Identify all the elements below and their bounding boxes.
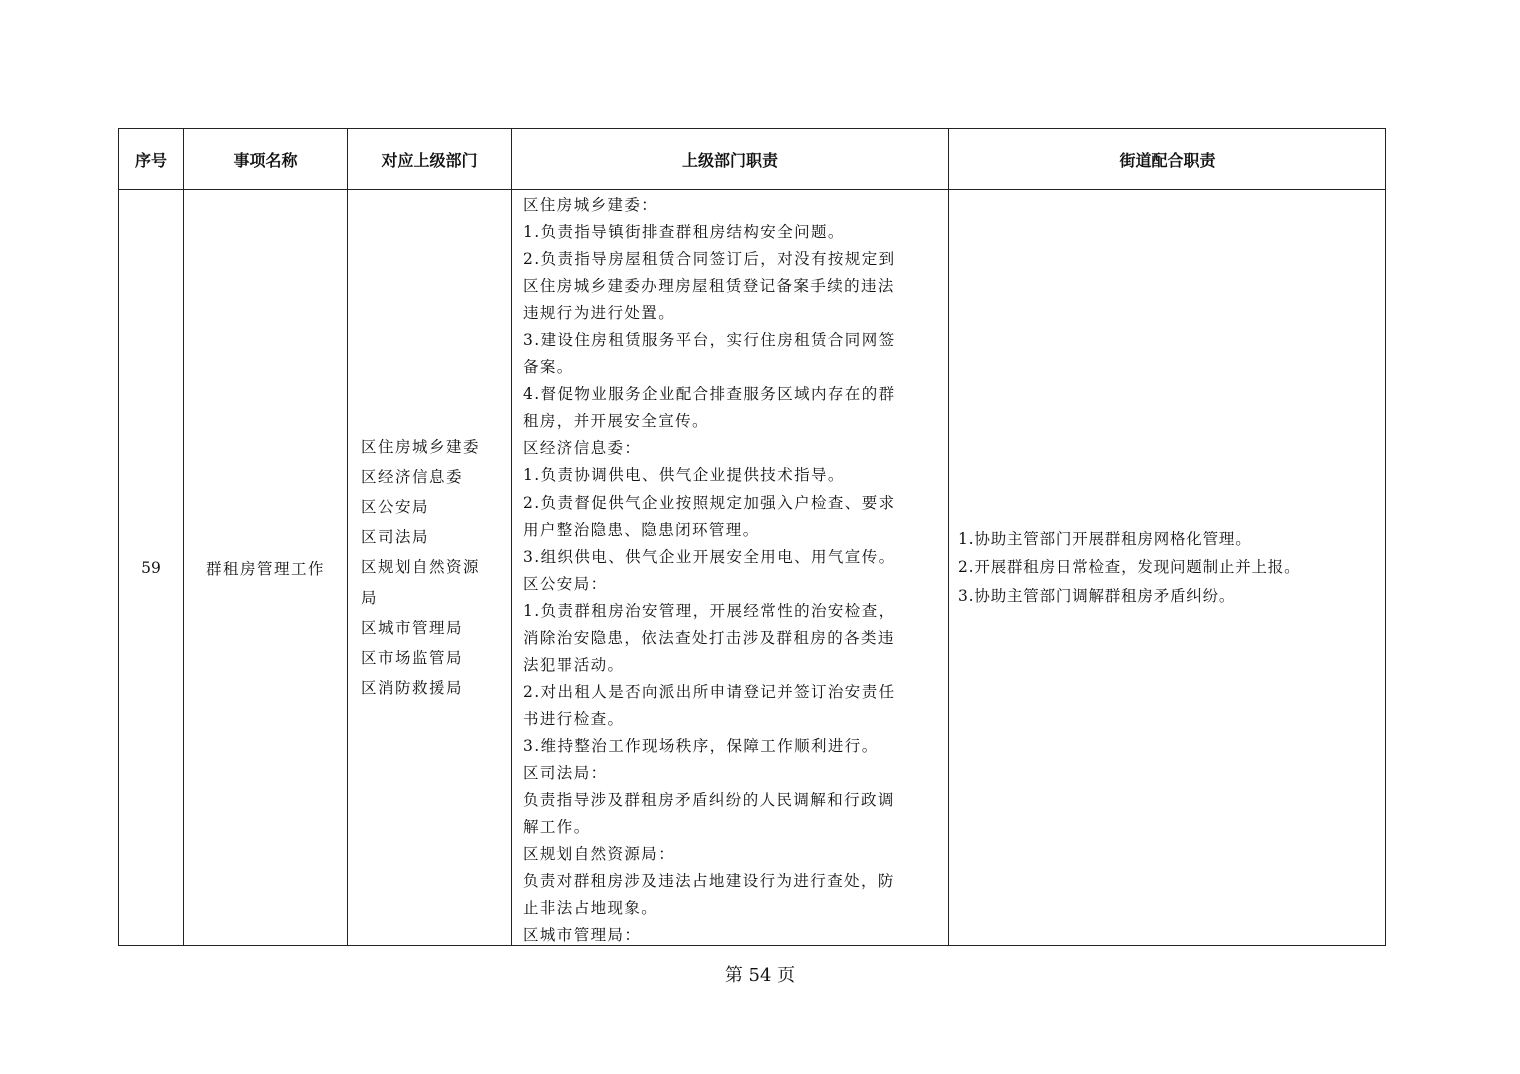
street-duty-line: 3.协助主管部门调解群租房矛盾纠纷。 xyxy=(958,586,1236,605)
page-number: 第 54 页 xyxy=(724,965,796,986)
duty-line: 2.负责督促供气企业按照规定加强入户检查、要求 xyxy=(523,493,896,512)
duty-line: 负责对群租房涉及违法占地建设行为进行查处，防 xyxy=(523,872,895,891)
department-line: 区经济信息委 xyxy=(361,467,464,486)
duty-line: 负责指导涉及群租房矛盾纠纷的人民调解和行政调 xyxy=(523,791,895,810)
departments-list xyxy=(361,432,480,704)
street-duties-cell xyxy=(949,190,1386,945)
department-line: 区市场监管局 xyxy=(361,649,464,667)
superior-duties-text xyxy=(523,192,948,945)
duty-line: 区住房城乡建委： xyxy=(523,196,659,214)
duty-line: 2.对出租人是否向派出所申请登记并签订治安责任 xyxy=(523,682,896,701)
department-line: 区公安局 xyxy=(361,497,430,516)
duty-line: 2.负责指导房屋租赁合同签订后，对没有按规定到 xyxy=(523,250,896,269)
header-item-name: 事项名称 xyxy=(233,150,298,170)
duty-line: 1.负责协调供电、供气企业提供技术指导。 xyxy=(523,466,845,485)
header-number: 序号 xyxy=(134,150,167,170)
duty-line: 1.负责指导镇街排查群租房结构安全问题。 xyxy=(523,223,845,242)
department-line: 局 xyxy=(361,588,379,607)
superior-duties-cell xyxy=(512,190,948,945)
duty-line: 区规划自然资源局： xyxy=(523,845,676,864)
street-duties-text xyxy=(958,525,1300,611)
departments-cell xyxy=(348,190,511,945)
duty-line: 止非法占地现象。 xyxy=(523,899,659,918)
department-line: 区司法局 xyxy=(361,528,430,547)
duty-line: 法犯罪活动。 xyxy=(523,655,625,674)
item-name-cell xyxy=(184,190,347,945)
duty-line: 区司法局： xyxy=(523,763,608,782)
row-number: 59 xyxy=(141,558,161,577)
duty-line: 4.督促物业服务企业配合排查服务区域内存在的群 xyxy=(523,385,896,404)
department-line: 区城市管理局 xyxy=(361,618,464,637)
duty-line: 备案。 xyxy=(523,358,574,377)
duty-line: 区城市管理局： xyxy=(523,926,642,945)
department-line: 区消防救援局 xyxy=(361,679,464,698)
duty-line: 书进行检查。 xyxy=(523,709,625,728)
department-line: 区规划自然资源 xyxy=(361,558,481,577)
item-name: 群租房管理工作 xyxy=(205,559,325,578)
header-street-duties: 街道配合职责 xyxy=(1119,150,1216,170)
header-superior-duties: 上级部门职责 xyxy=(681,150,778,170)
street-duty-line: 1.协助主管部门开展群租房网格化管理。 xyxy=(958,529,1252,548)
department-line: 区住房城乡建委 xyxy=(361,437,481,456)
duty-line: 区公安局： xyxy=(523,574,608,593)
duty-line: 3.建设住房租赁服务平台，实行住房租赁合同网签 xyxy=(523,331,896,350)
duty-line: 3.维持整治工作现场秩序，保障工作顺利进行。 xyxy=(523,736,879,755)
duty-line: 区经济信息委： xyxy=(523,439,642,458)
duty-line: 区住房城乡建委办理房屋租赁登记备案手续的违法 xyxy=(523,277,895,296)
duty-line: 3.组织供电、供气企业开展安全用电、用气宣传。 xyxy=(523,547,896,566)
street-duty-line: 2.开展群租房日常检查，发现问题制止并上报。 xyxy=(958,558,1301,577)
duty-table xyxy=(118,128,1386,946)
row-number-cell xyxy=(119,190,183,945)
duty-line: 租房，并开展安全宣传。 xyxy=(523,412,709,431)
header-superior-department: 对应上级部门 xyxy=(381,150,478,170)
duty-line: 1.负责群租房治安管理，开展经常性的治安检查， xyxy=(523,601,896,620)
duty-line: 违规行为进行处置。 xyxy=(523,304,676,323)
duty-line: 消除治安隐患，依法查处打击涉及群租房的各类违 xyxy=(523,628,895,647)
duty-line: 用户整治隐患、隐患闭环管理。 xyxy=(523,520,760,539)
duty-line: 解工作。 xyxy=(523,818,591,837)
